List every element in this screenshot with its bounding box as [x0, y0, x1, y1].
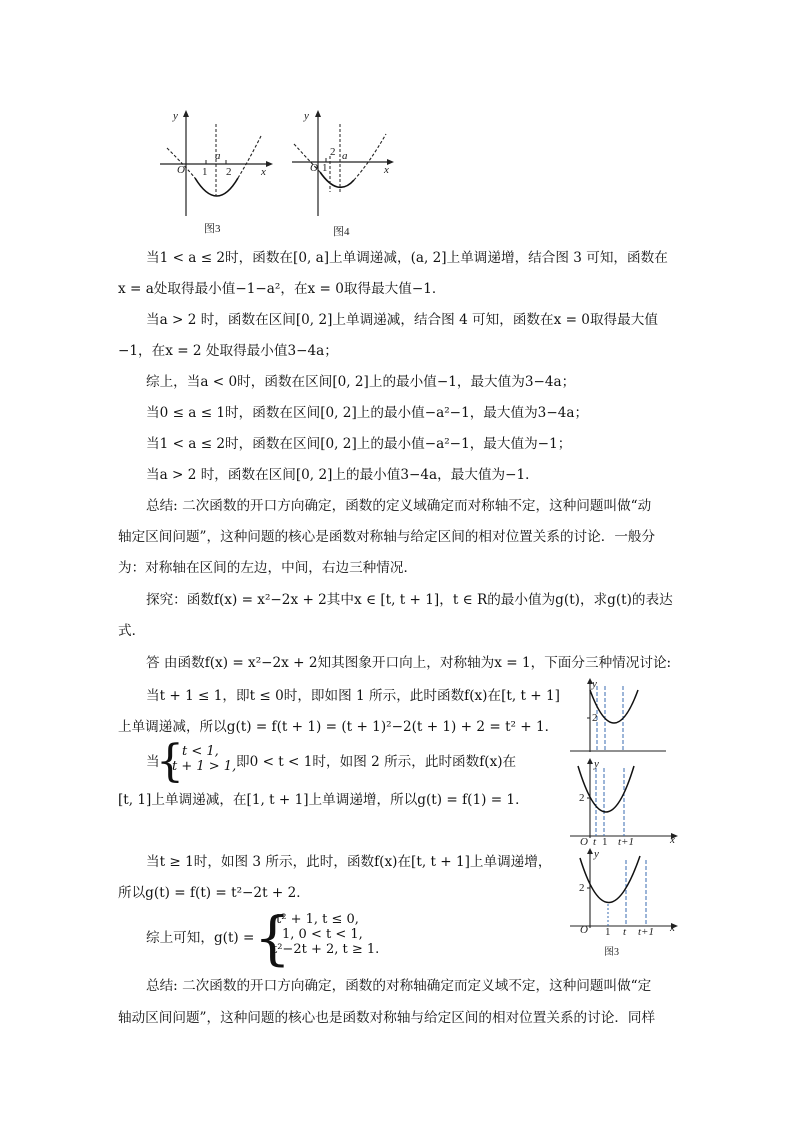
tick-label-a: a: [215, 150, 221, 162]
origin-label: O: [177, 164, 185, 176]
axis-label-x: x: [384, 164, 389, 176]
explore-line-2: 式．: [118, 623, 146, 639]
case2-system-row1: t < 1,: [182, 744, 219, 759]
text-line-5: 综上，当a < 0时，函数在区间[0, 2]上的最小值−1，最大值为3−4a；: [146, 374, 576, 390]
figure-3-right-caption: 图3: [604, 947, 619, 958]
summary-2-line-2: 轴动区间问题”，这种问题的核心也是函数对称轴与给定区间的相对位置关系的讨论．同样: [118, 1010, 656, 1026]
tick-label-2: 2: [226, 166, 232, 178]
tick-label-2: 2: [330, 146, 336, 158]
origin-label: O: [580, 836, 588, 848]
case2-line-1: 即0 < t < 1时，如图 2 所示，此时函数f(x)在: [236, 754, 517, 770]
piecewise-rows: [272, 912, 379, 957]
tick-label-1: 1: [322, 162, 328, 174]
case3-line-1: 当t ≥ 1时，如图 3 所示，此时，函数f(x)在[t, t + 1]上单调递增，: [146, 854, 552, 870]
axis-label-y: y: [304, 110, 309, 122]
summary-1-line-3: 为：对称轴在区间的左边，中间，右边三种情况．: [118, 560, 418, 576]
text-line-4: −1，在x = 2 处取得最小值3−4a；: [118, 343, 338, 359]
tick-label-1: 1: [605, 926, 611, 938]
text-line-8: 当a > 2 时，函数在区间[0, 2]上的最小值3−4a，最大值为−1．: [146, 467, 539, 483]
figure-1-right: [570, 678, 670, 753]
summary-1-line-2: 轴定区间问题”，这种问题的核心是函数对称轴与给定区间的相对位置关系的讨论．一般分: [118, 529, 656, 545]
axis-label-x: x: [261, 166, 266, 178]
case3-line-2: 所以g(t) = f(t) = t²−2t + 2．: [118, 885, 310, 901]
tick-label-1: 1: [602, 836, 608, 848]
text-line-3: 当a > 2 时，函数在区间[0, 2]上单调递减，结合图 4 可知，函数在x = 0取得最大值: [146, 312, 658, 328]
figure-4-top: [290, 108, 400, 218]
case2-line-2: [t, 1]上单调递减，在[1, t + 1]上单调递增，所以g(t) = f(1) = 1．: [118, 792, 529, 808]
axis-label-y: y: [592, 678, 597, 690]
tick-label-t: t: [593, 836, 597, 848]
figure-4-caption: 图4: [333, 226, 350, 238]
answer-line: 答 由函数f(x) = x²−2x + 2知其图象开口向上，对称轴为x = 1，下面分三种情况讨论:: [146, 655, 672, 671]
explore-line-1: 探究：函数f(x) = x²−2x + 2其中x ∈ [t, t + 1]，t ∈ R的最小值为g(t)，求g(t)的表达: [146, 592, 673, 608]
axis-label-y: y: [173, 110, 178, 122]
piecewise-row2: 1, 0 < t < 1,: [282, 927, 363, 942]
tick-label-2: 2: [579, 882, 585, 894]
text-line-6: 当0 ≤ a ≤ 1时，函数在区间[0, 2]上的最小值−a²−1，最大值为3−4a；: [146, 405, 589, 421]
piecewise-row3: t²−2t + 2, t ≥ 1.: [272, 942, 380, 957]
piecewise-brace: {: [254, 904, 291, 972]
case2-system-row2: t + 1 > 1,: [172, 759, 237, 774]
text-line-2: x = a处取得最小值−1−a²，在x = 0取得最大值−1．: [118, 281, 446, 297]
origin-label: O: [310, 162, 318, 174]
tick-label-2: 2: [592, 712, 598, 724]
figure-3-top: [155, 108, 275, 218]
conclusion-prefix: 综上可知，g(t) =: [146, 930, 255, 946]
case1-line-2: 上单调递减，所以g(t) = f(t + 1) = (t + 1)²−2(t + 1) + 2 = t² + 1．: [118, 719, 559, 735]
axis-label-y: y: [594, 758, 599, 770]
axis-label-x: x: [670, 922, 675, 934]
figure-3-caption: 图3: [204, 223, 221, 235]
axis-label-x: x: [670, 834, 675, 846]
case1-line-1: 当t + 1 ≤ 1，即t ≤ 0时，即如图 1 所示，此时函数f(x)在[t, t + 1]: [146, 688, 560, 704]
tick-label-t-plus-1: t+1: [638, 926, 654, 938]
tick-label-t: t: [623, 926, 627, 938]
figure-3-right: [570, 848, 680, 936]
axis-label-y: y: [594, 848, 599, 860]
tick-label-a: a: [342, 150, 348, 162]
tick-label-2: 2: [579, 792, 585, 804]
origin-label: O: [580, 924, 588, 936]
text-line-7: 当1 < a ≤ 2时，函数在区间[0, 2]上的最小值−a²−1，最大值为−1；: [146, 436, 572, 452]
tick-label-1: 1: [202, 166, 208, 178]
summary-2-line-1: 总结: 二次函数的开口方向确定，函数的对称轴确定而定义域不定，这种问题叫做“定: [146, 978, 652, 994]
text-line-1: 当1 < a ≤ 2时，函数在[0, a]上单调递减，(a, 2]上单调递增，结合图 3 可知，函数在: [146, 250, 668, 266]
case2-system: [172, 744, 236, 774]
case2-prefix: 当: [146, 754, 160, 770]
tick-label-t-plus-1: t+1: [618, 836, 634, 848]
case2-brace: {: [156, 736, 184, 787]
summary-1-line-1: 总结: 二次函数的开口方向确定，函数的定义域确定而对称轴不定，这种问题叫做“动: [146, 498, 652, 514]
figure-2-right: [570, 758, 680, 850]
piecewise-row1: t² + 1, t ≤ 0,: [276, 912, 359, 927]
